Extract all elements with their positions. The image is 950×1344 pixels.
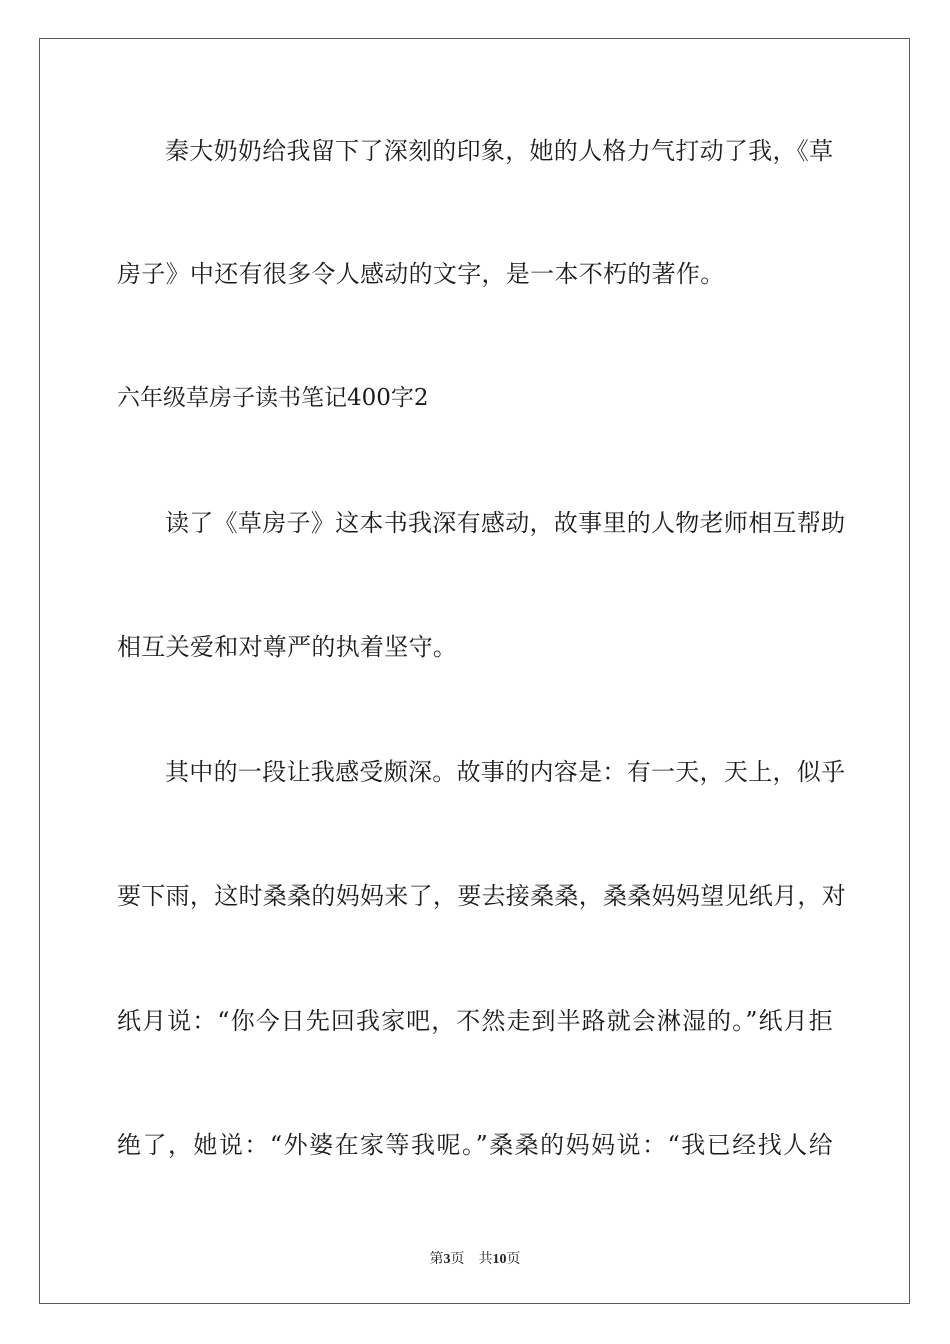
paragraph-3-line-3: 纸月说：“你今日先回我家吧，不然走到半路就会淋湿的。”纸月拒 xyxy=(117,1007,833,1035)
paragraph-3-line-1: 其中的一段让我感受颇深。故事的内容是：有一天，天上，似乎 xyxy=(165,758,846,786)
paragraph-2-line-2: 相互关爱和对尊严的执着坚守。 xyxy=(117,633,458,661)
page-prefix: 第 xyxy=(429,1252,444,1267)
paragraph-3-line-2: 要下雨，这时桑桑的妈妈来了，要去接桑桑，桑桑妈妈望见纸月，对 xyxy=(117,882,846,910)
total-pages: 10 xyxy=(492,1252,507,1267)
paragraph-1-line-2: 房子》中还有很多令人感动的文字，是一本不朽的著作。 xyxy=(117,260,725,288)
page-number: 3 xyxy=(443,1252,451,1267)
page-suffix: 页 xyxy=(450,1252,465,1267)
total-prefix: 共 xyxy=(478,1252,493,1267)
page-border xyxy=(39,38,910,1304)
paragraph-2-line-1: 读了《草房子》这本书我深有感动，故事里的人物老师相互帮助 xyxy=(165,509,846,537)
paragraph-3-line-4: 绝了，她说：“外婆在家等我呢。”桑桑的妈妈说：“我已经找人给 xyxy=(117,1131,833,1159)
section-heading: 六年级草房子读书笔记400字2 xyxy=(117,385,429,411)
page-footer xyxy=(0,1248,950,1268)
total-suffix: 页 xyxy=(506,1252,521,1267)
paragraph-1-line-1: 秦大奶奶给我留下了深刻的印象，她的人格力气打动了我，《草 xyxy=(165,137,834,165)
